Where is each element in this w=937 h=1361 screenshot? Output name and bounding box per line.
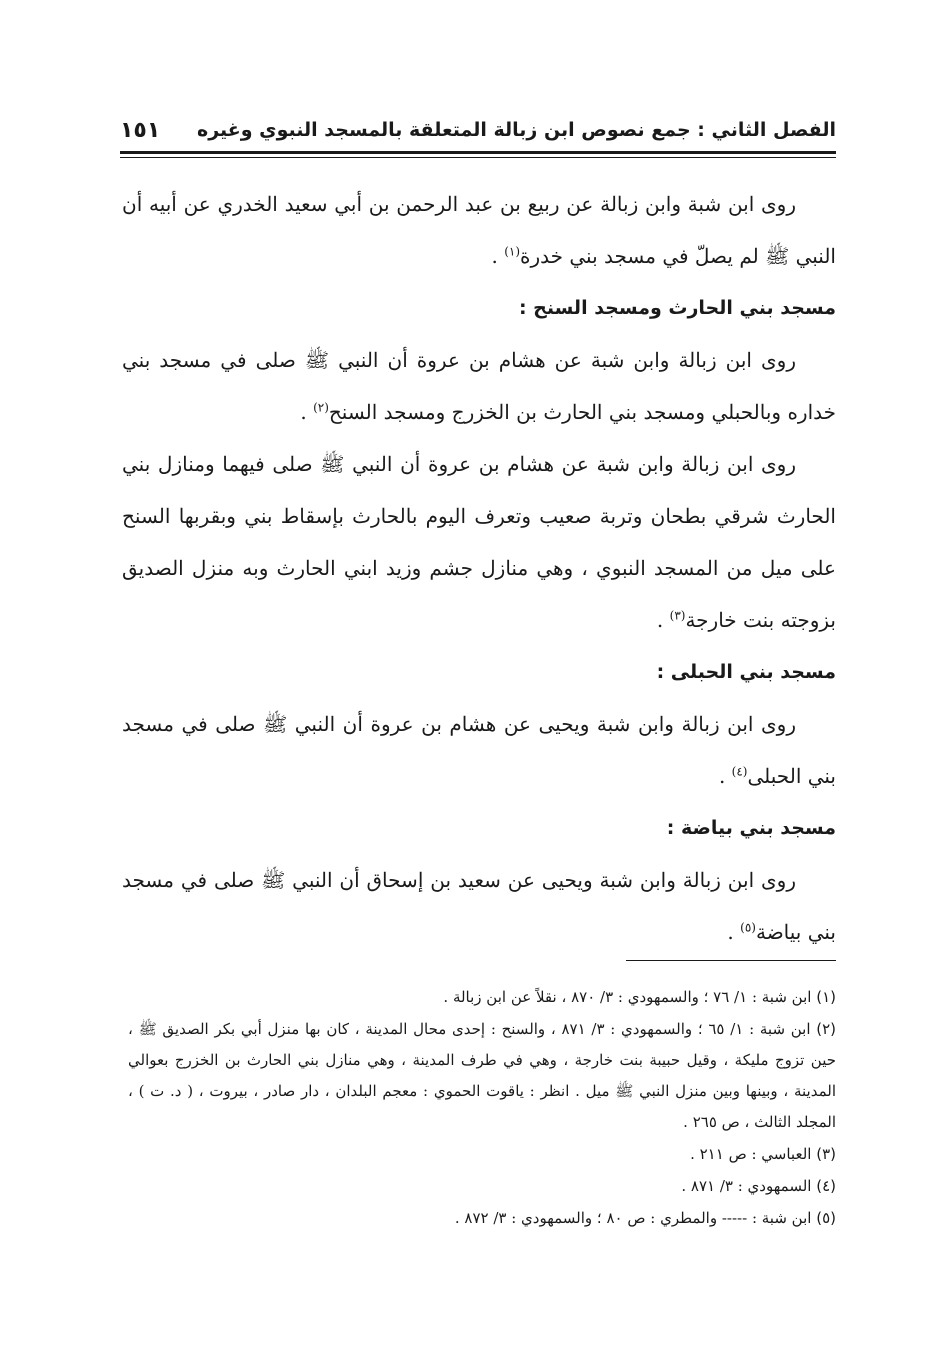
paragraph-end: . xyxy=(718,764,732,788)
footnote-text: ابن شبة : ١/ ٦٥ ؛ والسمهودي : ٣/ ٨٧١ ، والسنح : إحدى محال المدينة ، كان بها منزل أبي بكر الصديق ﷺ ، حين تزوج مليكة ، وقيل حبيبة بنت خارجة ، وهي في طرف المدينة ، وهي منازل بني الحارث بن الخزرج بعوالي المدينة ، وبينها وبين منزل النبي ﷺ ميل . انظر : ياقوت الحموي : معجم البلدان ، دار صادر ، بيروت ، ( د. ت ) ، المجلد الثالث ، ص ٢٦٥ . xyxy=(128,1020,836,1131)
paragraph-bani-harith-2 xyxy=(122,438,836,646)
section-heading-bani-hubla: مسجد بني الحبلى : xyxy=(656,661,836,683)
header-rule xyxy=(120,151,836,154)
footnote-item xyxy=(128,1139,836,1170)
page-number: ١٥١ xyxy=(120,117,161,143)
chapter-title: الفصل الثاني : جمع نصوص ابن زبالة المتعلقة بالمسجد النبوي وغيره xyxy=(196,119,836,141)
footnote-ref[interactable]: (١) xyxy=(504,244,521,259)
footnote-text: ابن شبة : ١/ ٧٦ ؛ والسمهودي : ٣/ ٨٧٠ ، نقلاً عن ابن زبالة . xyxy=(443,988,812,1006)
footnote-separator xyxy=(626,960,836,961)
paragraph-end: . xyxy=(656,608,670,632)
footnote-ref[interactable]: (٤) xyxy=(731,764,748,779)
section-heading-bani-harith: مسجد بني الحارث ومسجد السنح : xyxy=(518,297,836,319)
footnote-ref[interactable]: (٥) xyxy=(740,920,756,935)
footnote-item xyxy=(128,982,836,1013)
running-header xyxy=(120,112,836,148)
footnote-text: السمهودي : ٣/ ٨٧١ . xyxy=(681,1177,812,1195)
paragraph-bani-bayada xyxy=(122,854,836,958)
paragraph-text: روى ابن زبالة وابن شبة عن هشام بن عروة أن النبي ﷺ صلى فيهما ومنازل بني الحارث شرقي بطحان وتربة صعيب وتعرف اليوم بالحارث بإسقاط بني وبقربها السنح على ميل من المسجد النبوي ، وهي منازل جشم وزيد ابني الحارث وبه منزل الصديق بزوجته بنت خارجة xyxy=(122,452,836,632)
paragraph-bani-harith-1 xyxy=(122,334,836,438)
footnote-number: (٢) xyxy=(816,1020,837,1038)
footnote-item xyxy=(128,1203,836,1234)
paragraph-bani-khudra xyxy=(122,178,836,282)
footnote-number: (١) xyxy=(816,988,836,1006)
header-rule-thin xyxy=(120,157,836,158)
footnote-ref[interactable]: (٢) xyxy=(313,400,329,415)
footnote-text: ابن شبة : ----- والمطري : ص ٨٠ ؛ والسمهودي : ٣/ ٨٧٢ . xyxy=(454,1209,812,1227)
section-heading-bani-bayada: مسجد بني بياضة : xyxy=(666,817,836,839)
paragraph-end: . xyxy=(727,920,741,944)
paragraph-end: . xyxy=(491,244,505,268)
paragraph-text: روى ابن شبة وابن زبالة عن ربيع بن عبد الرحمن بن أبي سعيد الخدري عن أبيه أن النبي ﷺ لم يصلّ في مسجد بني خدرة xyxy=(122,192,836,268)
footnotes xyxy=(128,982,836,1235)
main-text xyxy=(122,178,836,958)
footnote-text: العباسي : ص ٢١١ . xyxy=(690,1145,812,1163)
footnote-number: (٤) xyxy=(816,1177,836,1195)
footnote-ref[interactable]: (٣) xyxy=(669,608,686,623)
paragraph-bani-hubla xyxy=(122,698,836,802)
paragraph-text: روى ابن زبالة وابن شبة عن هشام بن عروة أن النبي ﷺ صلى في مسجد بني خداره وبالحبلي ومسجد بني الحارث بن الخزرج ومسجد السنح xyxy=(122,348,836,424)
footnote-number: (٥) xyxy=(816,1209,836,1227)
paragraph-end: . xyxy=(300,400,314,424)
paragraph-text: روى ابن زبالة وابن شبة ويحيى عن سعيد بن إسحاق أن النبي ﷺ صلى في مسجد بني بياضة xyxy=(122,868,836,944)
footnote-number: (٣) xyxy=(816,1145,836,1163)
footnote-item xyxy=(128,1171,836,1202)
paragraph-text: روى ابن زبالة وابن شبة ويحيى عن هشام بن عروة أن النبي ﷺ صلى في مسجد بني الحبلى xyxy=(122,712,836,788)
footnote-item xyxy=(128,1014,836,1138)
